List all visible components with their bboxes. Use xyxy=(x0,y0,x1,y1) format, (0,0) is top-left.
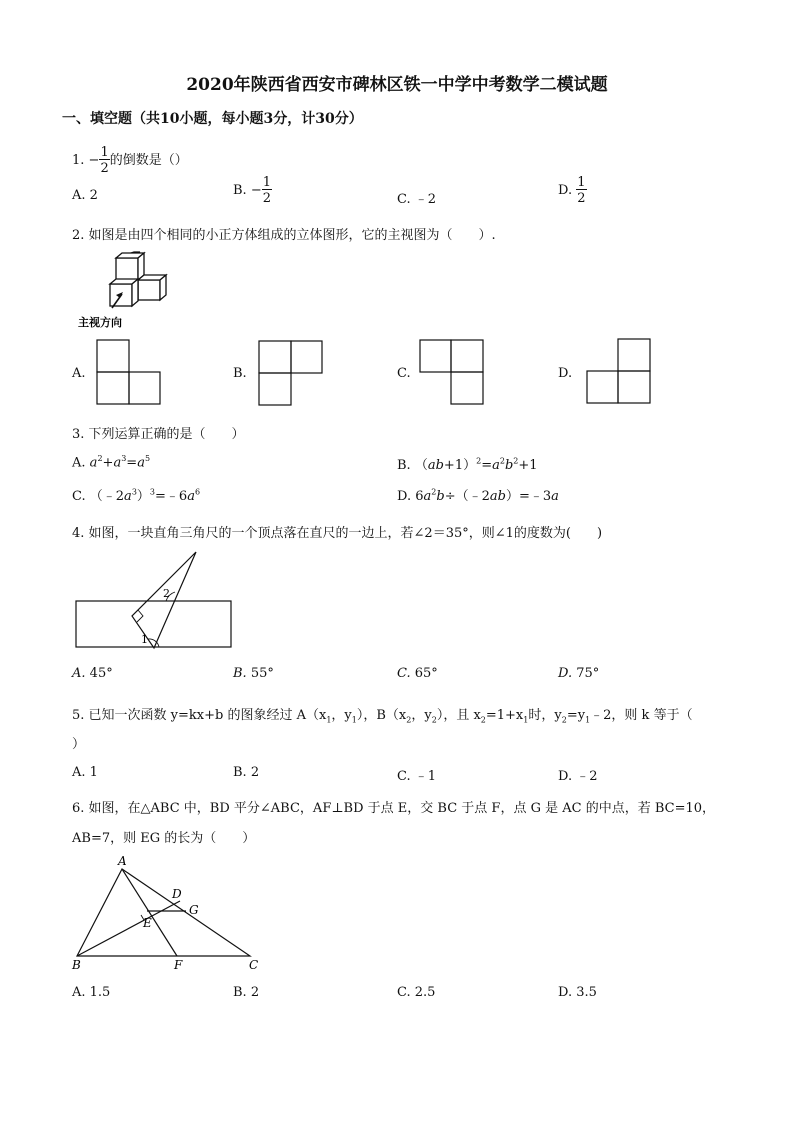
q3-b-plus1: +1） xyxy=(443,458,477,473)
q4-option-d xyxy=(558,666,599,681)
q2-option-d-label: D. xyxy=(558,366,573,381)
q2-option-c-view xyxy=(419,339,485,407)
q3-option-c xyxy=(72,485,200,504)
q3-a-eq: = xyxy=(126,455,138,471)
q3-option-d xyxy=(397,485,559,504)
q3-d-a2: a xyxy=(551,489,559,504)
q1-b-denominator: 2 xyxy=(262,191,272,206)
q5-part: ﹣2，则 k 等于（ xyxy=(590,708,693,723)
question-6-line-2: AB=7，则 EG 的长为（ ） xyxy=(72,831,256,846)
q3-a-exp3: 5 xyxy=(144,454,151,463)
point-b-label: B xyxy=(72,958,81,972)
q1-option-c xyxy=(397,188,436,207)
q1-option-a xyxy=(72,188,98,203)
q5-part: 时，y xyxy=(528,708,562,723)
q3-a-exp1: 2 xyxy=(97,454,103,463)
q3-b-b-exp: 2 xyxy=(513,456,519,466)
q6-option-d: D. 3.5 xyxy=(558,985,597,1000)
q1-c-value: ﹣2 xyxy=(414,192,437,207)
q2-option-c-label: C. xyxy=(397,366,411,381)
q3-c-rparen: ） xyxy=(136,489,150,504)
q5-part: =1+x xyxy=(485,708,524,723)
question-3: 3. 下列运算正确的是（ ） xyxy=(72,427,245,442)
q3-c-label: C. xyxy=(72,489,86,504)
q3-b-b: b xyxy=(504,458,514,473)
q3-d-a-exp: 2 xyxy=(431,487,437,497)
q2-option-a-view xyxy=(96,339,162,407)
q5-option-b: B. 2 xyxy=(233,765,260,780)
question-2: 2. 如图是由四个相同的小正方体组成的立体图形，它的主视图为（ ）. xyxy=(72,228,496,243)
question-4: 4. 如图，一块直角三角尺的一个顶点落在直尺的一边上，若∠2＝35°，则∠1的度数为( ) xyxy=(72,526,603,541)
q1-d-numerator: 1 xyxy=(577,175,586,190)
q5-sub: 2 xyxy=(480,715,486,725)
q1-fraction xyxy=(99,146,109,175)
q3-a-label: A. xyxy=(72,455,86,471)
point-f-label: F xyxy=(174,958,183,972)
point-e-label: E xyxy=(143,916,152,930)
q3-d-rparen: ）=﹣3 xyxy=(505,489,552,504)
q3-a-exp2: 3 xyxy=(121,454,127,463)
q1-text: 的倒数是（） xyxy=(109,153,188,168)
q4-a-label: A. xyxy=(72,666,86,681)
q3-c-a2: a xyxy=(187,489,195,504)
q3-a-term3: a xyxy=(137,455,145,471)
point-c-label: C xyxy=(249,958,259,972)
q5-sub: 2 xyxy=(406,715,412,725)
q3-b-label: B. xyxy=(397,458,411,473)
q4-b-value: 55° xyxy=(250,666,274,681)
q3-a-term2: a xyxy=(113,455,122,471)
q3-a-term1: a xyxy=(89,455,98,471)
q4-option-b xyxy=(233,666,274,681)
q1-b-label: B. xyxy=(233,183,247,198)
q5-sub: 1 xyxy=(351,715,357,725)
q1-fraction-numerator: 1 xyxy=(100,145,109,160)
q4-b-label: B. xyxy=(233,666,247,681)
q6-option-b: B. 2 xyxy=(233,985,260,1000)
q3-d-div: ÷（﹣2 xyxy=(444,489,490,504)
q4-option-a xyxy=(72,666,113,681)
q1-number: 1. xyxy=(72,153,85,168)
q1-fraction-denominator: 2 xyxy=(100,161,109,176)
q5-sub: 1 xyxy=(523,715,529,725)
q3-option-a xyxy=(72,454,150,470)
q3-c-a-exp: 3 xyxy=(131,487,137,497)
q6-option-a: A. 1.5 xyxy=(72,985,111,1000)
q4-d-label: D. xyxy=(558,666,573,681)
q5-part: ，y xyxy=(331,708,352,723)
q5-sub: 2 xyxy=(561,715,567,725)
segment-bd xyxy=(77,901,180,956)
q6-triangle-figure xyxy=(70,852,270,976)
q5-option-c: C. ﹣1 xyxy=(397,769,437,784)
q1-option-b xyxy=(233,176,272,205)
q6-option-c: C. 2.5 xyxy=(397,985,436,1000)
q3-b-a: a xyxy=(492,458,500,473)
q3-d-a: a xyxy=(423,489,432,504)
q3-c-a2-exp: 6 xyxy=(194,487,201,497)
q4-option-c xyxy=(397,666,438,681)
q2-option-b-view xyxy=(258,340,324,408)
q3-c-lparen: （﹣2 xyxy=(89,489,125,504)
q2-option-b-label: B. xyxy=(233,366,247,381)
q1-option-d xyxy=(558,176,587,205)
q4-ruler-triangle-figure xyxy=(72,550,236,654)
q3-c-eq: =﹣6 xyxy=(155,489,188,504)
q1-d-label: D. xyxy=(558,183,573,198)
q1-minus: − xyxy=(88,153,100,168)
q3-b-ab: ab xyxy=(427,458,444,473)
question-5-line-1 xyxy=(72,704,693,725)
q1-b-numerator: 1 xyxy=(262,175,272,190)
q3-d-ab: ab xyxy=(489,489,506,504)
q4-a-value: 45° xyxy=(89,666,113,681)
q5-part: ），且 x xyxy=(436,708,481,723)
q1-b-minus: − xyxy=(250,183,262,198)
q3-b-eq: = xyxy=(481,458,493,473)
triangle-abc xyxy=(77,869,250,956)
q3-b-lparen: （ xyxy=(414,458,428,473)
q5-option-a: A. 1 xyxy=(72,765,98,780)
q3-c-a: a xyxy=(124,489,132,504)
q2-option-d-view xyxy=(586,338,652,406)
q3-b-a-exp: 2 xyxy=(499,456,505,466)
q5-part: ），B（x xyxy=(356,708,407,723)
q5-part: ，y xyxy=(411,708,432,723)
q1-a-value: 2 xyxy=(89,188,98,203)
page-title: 2020年陕西省西安市碑林区铁一中学中考数学二模试题 xyxy=(186,75,608,95)
q3-b-tail: +1 xyxy=(518,458,538,473)
q1-a-label: A. xyxy=(72,188,86,203)
q4-c-value: 65° xyxy=(414,666,438,681)
angle-1-label: 1 xyxy=(141,633,148,646)
q3-d-b: b xyxy=(436,489,445,504)
q5-sub: 1 xyxy=(585,715,591,725)
q5-part: 5. 已知一次函数 y=kx+b 的图象经过 A（x xyxy=(72,708,327,723)
q5-sub: 1 xyxy=(326,715,332,725)
q1-c-label: C. xyxy=(397,192,411,207)
q4-c-label: C. xyxy=(397,666,411,681)
q1-d-fraction xyxy=(576,176,586,205)
q2-view-label: 主视方向 xyxy=(78,316,122,329)
q1-d-denominator: 2 xyxy=(577,191,586,206)
angle-2-label: 2 xyxy=(163,587,170,600)
point-a-label: A xyxy=(118,854,127,868)
segment-af xyxy=(122,869,177,956)
q1-b-fraction xyxy=(262,176,272,205)
q3-d-label: D. xyxy=(397,489,412,504)
q5-part: =y xyxy=(566,708,586,723)
section-heading: 一、填空题（共10小题，每小题3分，计30分） xyxy=(62,111,363,127)
point-d-label: D xyxy=(172,887,182,901)
q5-sub: 2 xyxy=(431,715,437,725)
question-5-line-2: ） xyxy=(72,737,86,752)
q3-d-six: 6 xyxy=(415,489,424,504)
q3-b-power: 2 xyxy=(476,456,482,466)
q3-a-plus: + xyxy=(102,455,114,471)
question-1 xyxy=(72,146,188,175)
q2-cube-figure xyxy=(76,250,176,330)
q5-option-d: D. ﹣2 xyxy=(558,769,598,784)
q4-d-value: 75° xyxy=(576,666,600,681)
q3-option-b xyxy=(397,454,538,473)
question-6-line-1: 6. 如图，在△ABC 中，BD 平分∠ABC，AF⊥BD 于点 E，交 BC 于点 F，点 G 是 AC 的中点，若 BC=10， xyxy=(72,801,716,816)
q2-option-a-label: A. xyxy=(72,366,86,381)
point-g-label: G xyxy=(189,903,199,917)
q3-c-power: 3 xyxy=(149,487,156,497)
